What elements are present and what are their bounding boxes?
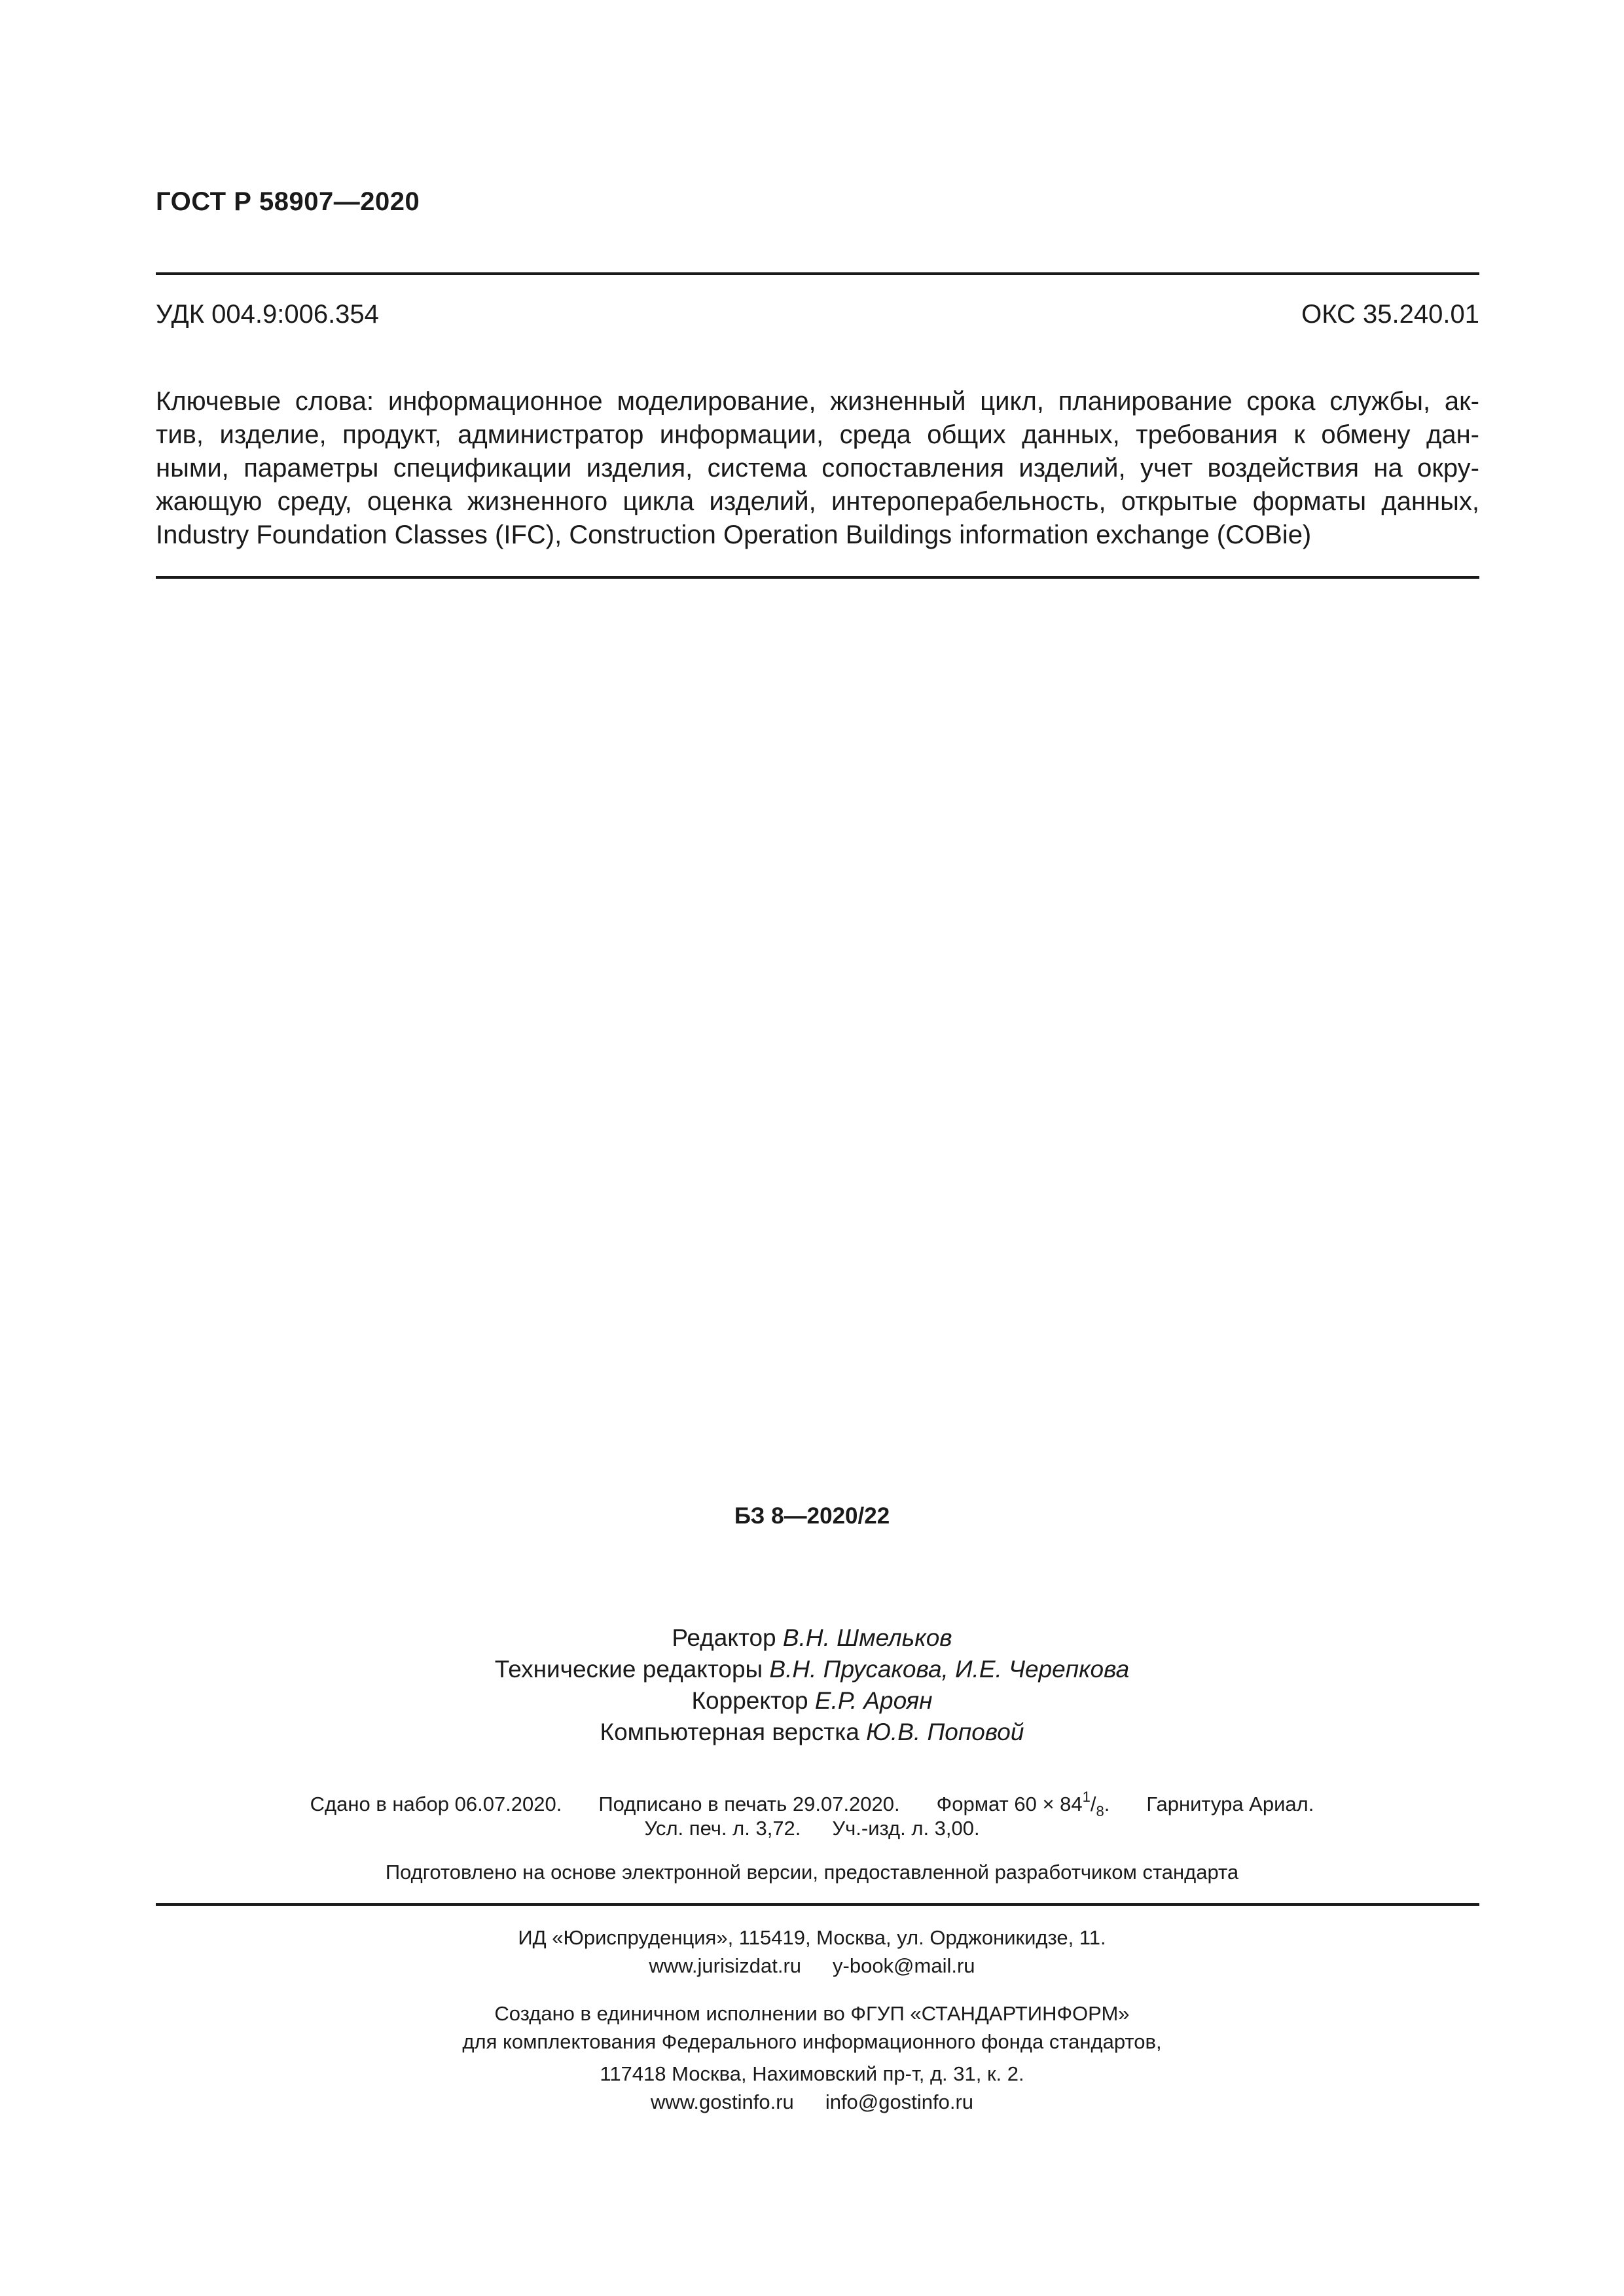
print-sheets: Усл. печ. л. 3,72. (644, 1817, 801, 1840)
standartinform-email: info@gostinfo.ru (825, 2090, 974, 2113)
print-info-line (0, 1789, 1624, 1820)
keywords-paragraph (156, 385, 1479, 552)
publisher-site: www.jurisizdat.ru (649, 1954, 802, 1977)
keywords-line: Industry Foundation Classes (IFC), Construction Operation Buildings information exchange (COBie) (156, 520, 1312, 549)
publisher-block (0, 1923, 1624, 1980)
typeface-info: Гарнитура Ариал. (1146, 1793, 1314, 1815)
top-divider (156, 272, 1479, 275)
credit-editor: Редактор В.Н. Шмельков (672, 1624, 952, 1651)
keywords-line: ными, параметры спецификации изделия, система сопоставления изделий, учет воздействия на окру- (156, 454, 1479, 483)
keywords-line: жающую среду, оценка жизненного цикла изделий, интероперабельность, открытые форматы данных, (156, 487, 1479, 516)
standartinform-contacts (0, 2088, 1624, 2116)
standartinform-site: www.gostinfo.ru (650, 2090, 794, 2113)
document-number: ГОСТ Р 58907—2020 (156, 187, 420, 216)
bottom-divider (156, 1903, 1479, 1906)
typeset-date: Сдано в набор 06.07.2020. (310, 1793, 562, 1815)
credit-proofreader: Корректор Е.Р. Ароян (691, 1687, 933, 1714)
sheets-line (0, 1817, 1624, 1840)
prepared-note: Подготовлено на основе электронной версии, предоставленной разработчиком стандарта (385, 1861, 1239, 1884)
credit-name: В.Н. Прусакова, И.Е. Черепкова (769, 1656, 1130, 1683)
signed-date: Подписано в печать 29.07.2020. (598, 1793, 900, 1815)
created-line-1: Создано в единичном исполнении во ФГУП «СТАНДАРТИНФОРМ» (494, 2002, 1130, 2025)
publisher-address: ИД «Юриспруденция», 115419, Москва, ул. Орджоникидзе, 11. (518, 1926, 1106, 1949)
keywords-divider (156, 576, 1479, 579)
credit-layout: Компьютерная верстка Ю.В. Поповой (600, 1719, 1024, 1745)
standartinform-block (0, 2060, 1624, 2116)
credit-name: В.Н. Шмельков (782, 1624, 952, 1651)
credits-block (0, 1622, 1624, 1748)
udk-code: УДК 004.9:006.354 (156, 300, 379, 329)
keywords-line: тив, изделие, продукт, администратор информации, среда общих данных, требования к обмену дан- (156, 420, 1479, 449)
pub-sheets: Уч.-изд. л. 3,00. (832, 1817, 980, 1840)
credit-name: Е.Р. Ароян (814, 1687, 933, 1714)
credit-name: Ю.В. Поповой (866, 1719, 1024, 1745)
publisher-contacts (0, 1952, 1624, 1980)
created-block (0, 1999, 1624, 2056)
oks-code: ОКС 35.240.01 (1301, 300, 1479, 329)
bz-number: БЗ 8—2020/22 (734, 1503, 890, 1529)
publisher-email: y-book@mail.ru (833, 1954, 975, 1977)
created-line-2: для комплектования Федерального информационного фонда стандартов, (462, 2030, 1162, 2053)
credit-tech-editors: Технические редакторы В.Н. Прусакова, И.Е. Черепкова (494, 1656, 1130, 1683)
keywords-line: Ключевые слова: информационное моделирование, жизненный цикл, планирование срока службы, ак- (156, 387, 1479, 416)
standartinform-address: 117418 Москва, Нахимовский пр-т, д. 31, к. 2. (600, 2062, 1024, 2085)
format-info: Формат $60 \times 84^1/_8$. (936, 1789, 1110, 1819)
